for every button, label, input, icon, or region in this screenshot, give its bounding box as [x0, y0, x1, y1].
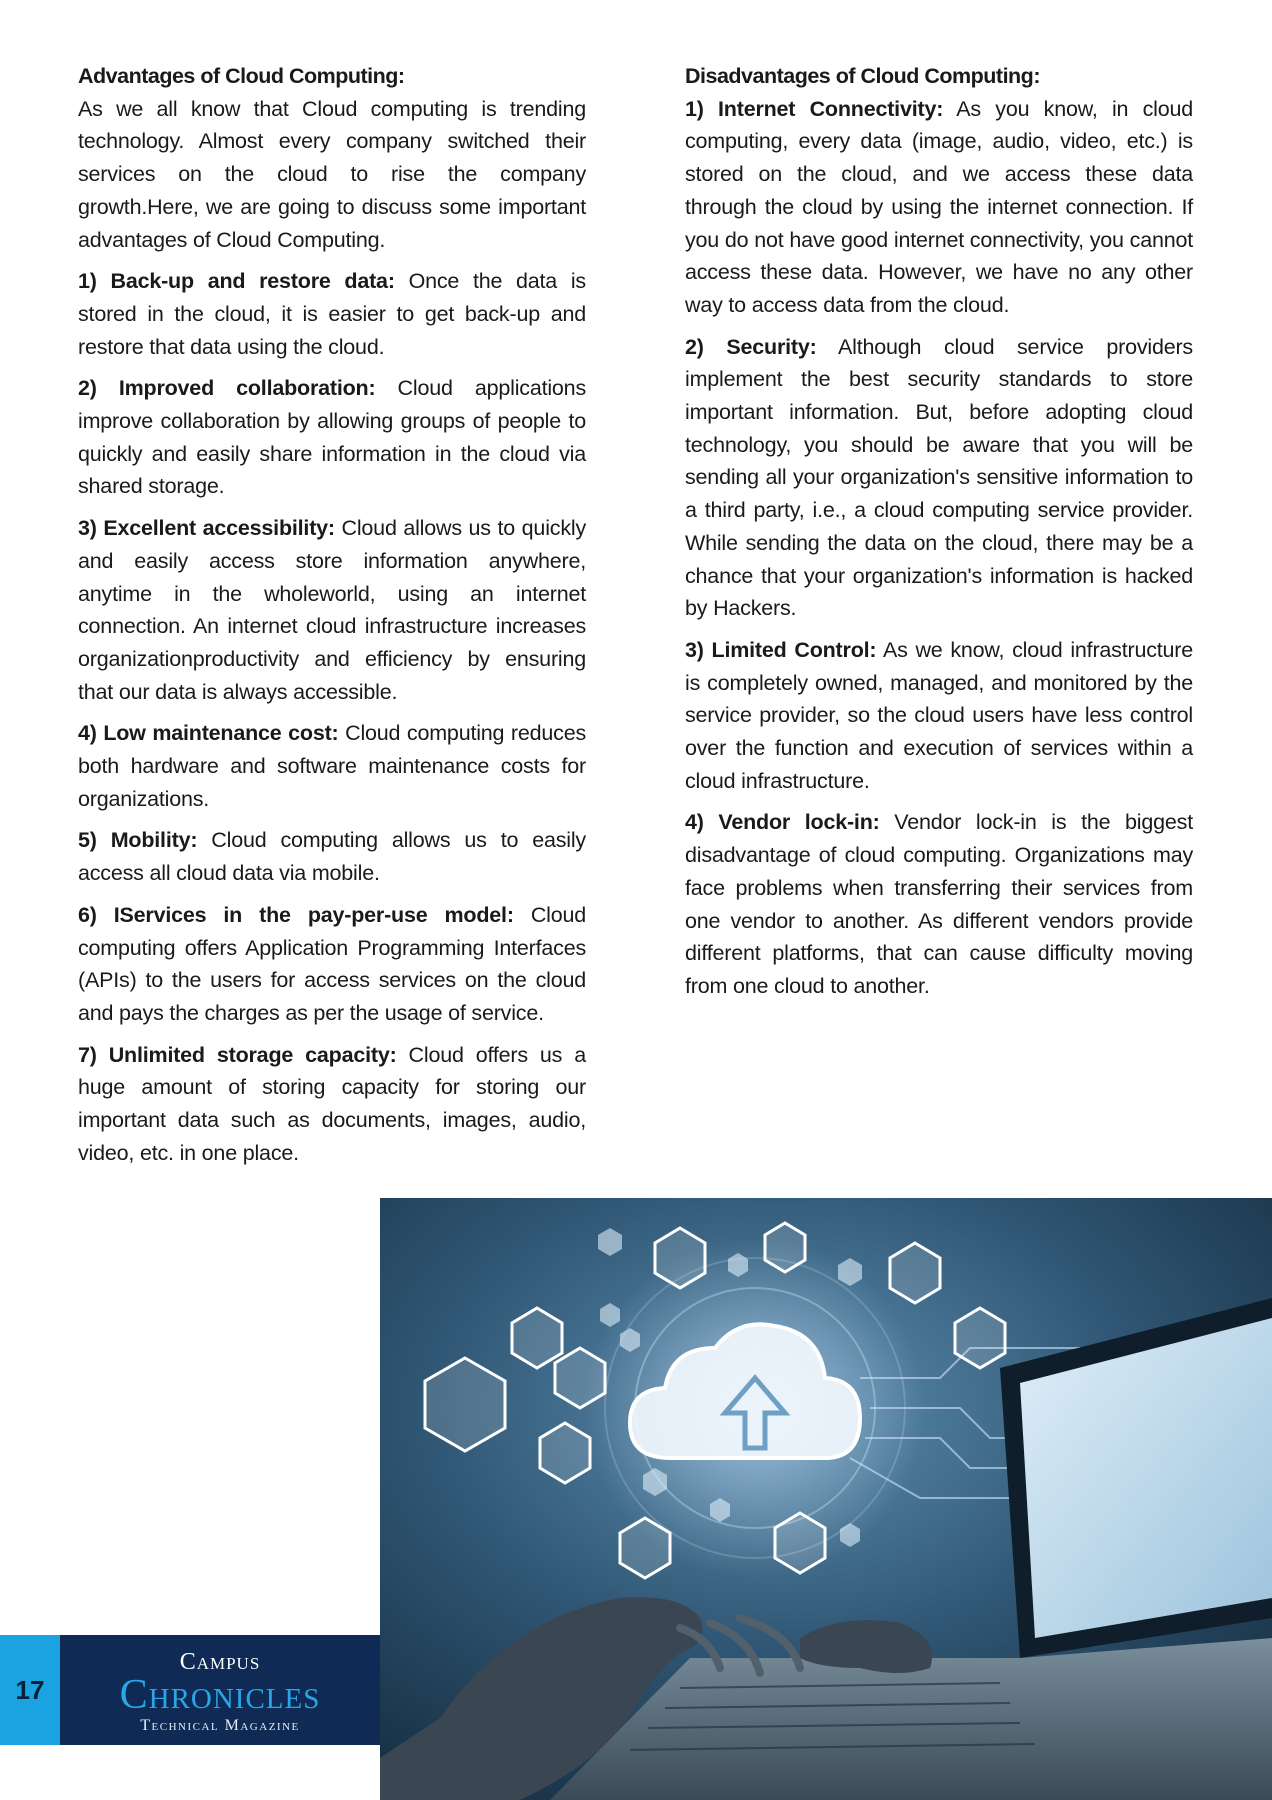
- disadvantage-item-title: 1) Internet Connectivity:: [685, 96, 944, 121]
- disadvantage-item-text: As you know, in cloud computing, every data (image, audio, video, etc.) is stored on the cloud, and we access these data through the cloud by using the internet connection. If you do not have good internet connectivity, you cannot access these data. However, we have no any other way to access data from the cloud.: [685, 96, 1193, 317]
- advantages-heading: Advantages of Cloud Computing:: [78, 64, 405, 88]
- mail-icon: [555, 1348, 605, 1408]
- advantage-item: [78, 899, 586, 1030]
- advantage-item: [78, 824, 586, 889]
- disadvantage-item-text: Vendor lock-in is the biggest disadvantage of cloud computing. Organizations may face problems when transferring their services from one vendor to another. As different vendors provide different platforms, that can cause difficulty moving from one cloud to another.: [685, 810, 1193, 998]
- hexagon-globe-icon: [890, 1243, 940, 1303]
- globe-icon: [512, 1308, 562, 1368]
- advantage-item-text: Cloud computing allows us to easily access all cloud data via mobile.: [78, 828, 586, 886]
- advantage-item-title: 3) Excellent accessibility:: [78, 516, 335, 541]
- advantage-item-text: Cloud offers us a huge amount of storing capacity for storing our important data such as documents, images, audio, video, etc. in one place.: [78, 1042, 586, 1165]
- advantage-item: [78, 265, 586, 363]
- advantage-item-title: 7) Unlimited storage capacity:: [78, 1042, 397, 1067]
- advantage-item-text: Cloud allows us to quickly and easily access store information anywhere, anytime in the wholeworld, using an internet connection. An internet cloud infrastructure increases organizationproductivity and efficiency by ensuring that our data is always accessible.: [78, 516, 586, 704]
- download-icon: [765, 1223, 805, 1272]
- disadvantage-item: [685, 93, 1193, 322]
- disadvantage-item-text: Although cloud service providers implement the best security standards to store important information. But, before adopting cloud technology, you should be aware that you will be sending all your organization's sensitive information to a third party, i.e., a cloud computing service provider. While sending the data on the cloud, there may be a chance that your organization's information is hacked by Hackers.: [685, 334, 1193, 621]
- disadvantage-item-title: 2) Security:: [685, 334, 817, 359]
- advantage-item-text: Cloud computing offers Application Programming Interfaces (APIs) to the users for access services on the cloud and pays the charges as per the usage of service.: [78, 902, 586, 1025]
- disadvantages-heading: Disadvantages of Cloud Computing:: [685, 64, 1040, 88]
- devices-icon: [775, 1513, 825, 1573]
- advantage-item: [78, 512, 586, 708]
- brand-line-campus: Campus: [179, 1649, 261, 1675]
- advantage-item: [78, 372, 586, 503]
- advantage-item-title: 4) Low maintenance cost:: [78, 721, 339, 746]
- cloud-laptop-photo: [380, 1198, 1272, 1800]
- disadvantage-item-title: 4) Vendor lock-in:: [685, 810, 880, 835]
- advantages-intro: As we all know that Cloud computing is trending technology. Almost every company switched their services on the cloud to rise the company growth.Here, we are going to discuss some important advantages of Cloud Computing.: [78, 96, 586, 252]
- advantage-item-title: 2) Improved collaboration:: [78, 376, 376, 401]
- brand-line-chronicles: Chronicles: [119, 1672, 321, 1718]
- disadvantage-item-text: As we know, cloud infrastructure is completely owned, managed, and monitored by the service provider, so the cloud users have less control over the function and execution of services within a cloud infrastructure.: [685, 637, 1193, 793]
- disadvantages-column: [685, 60, 1193, 1012]
- advantage-item: [78, 717, 586, 815]
- advantage-item-title: 6) IServices in the pay-per-use model:: [78, 902, 514, 927]
- magazine-logo: [60, 1635, 380, 1745]
- disadvantage-item: [685, 331, 1193, 625]
- advantage-item-text: Cloud applications improve collaboration by allowing groups of people to quickly and easily share information in the cloud via shared storage.: [78, 376, 586, 499]
- advantage-item-title: 1) Back-up and restore data:: [78, 269, 395, 294]
- server-icon: [620, 1518, 670, 1578]
- disadvantage-item-title: 3) Limited Control:: [685, 637, 877, 662]
- disadvantage-item: [685, 634, 1193, 798]
- page-number: 17: [0, 1635, 60, 1745]
- brand-line-tagline: Technical Magazine: [140, 1717, 300, 1734]
- cloud-icon: [540, 1423, 590, 1483]
- advantage-item: [78, 1039, 586, 1170]
- hexagon-cloud-network-icon: [655, 1228, 705, 1288]
- disadvantage-item: [685, 806, 1193, 1002]
- advantage-item-text: Cloud computing reduces both hardware and software maintenance costs for organizations.: [78, 721, 587, 811]
- advantages-column: [78, 60, 586, 1179]
- advantage-item-title: 5) Mobility:: [78, 828, 198, 853]
- advantage-item-text: Once the data is stored in the cloud, it is easier to get back-up and restore that data using the cloud.: [78, 269, 586, 359]
- wifi-icon: [955, 1308, 1005, 1368]
